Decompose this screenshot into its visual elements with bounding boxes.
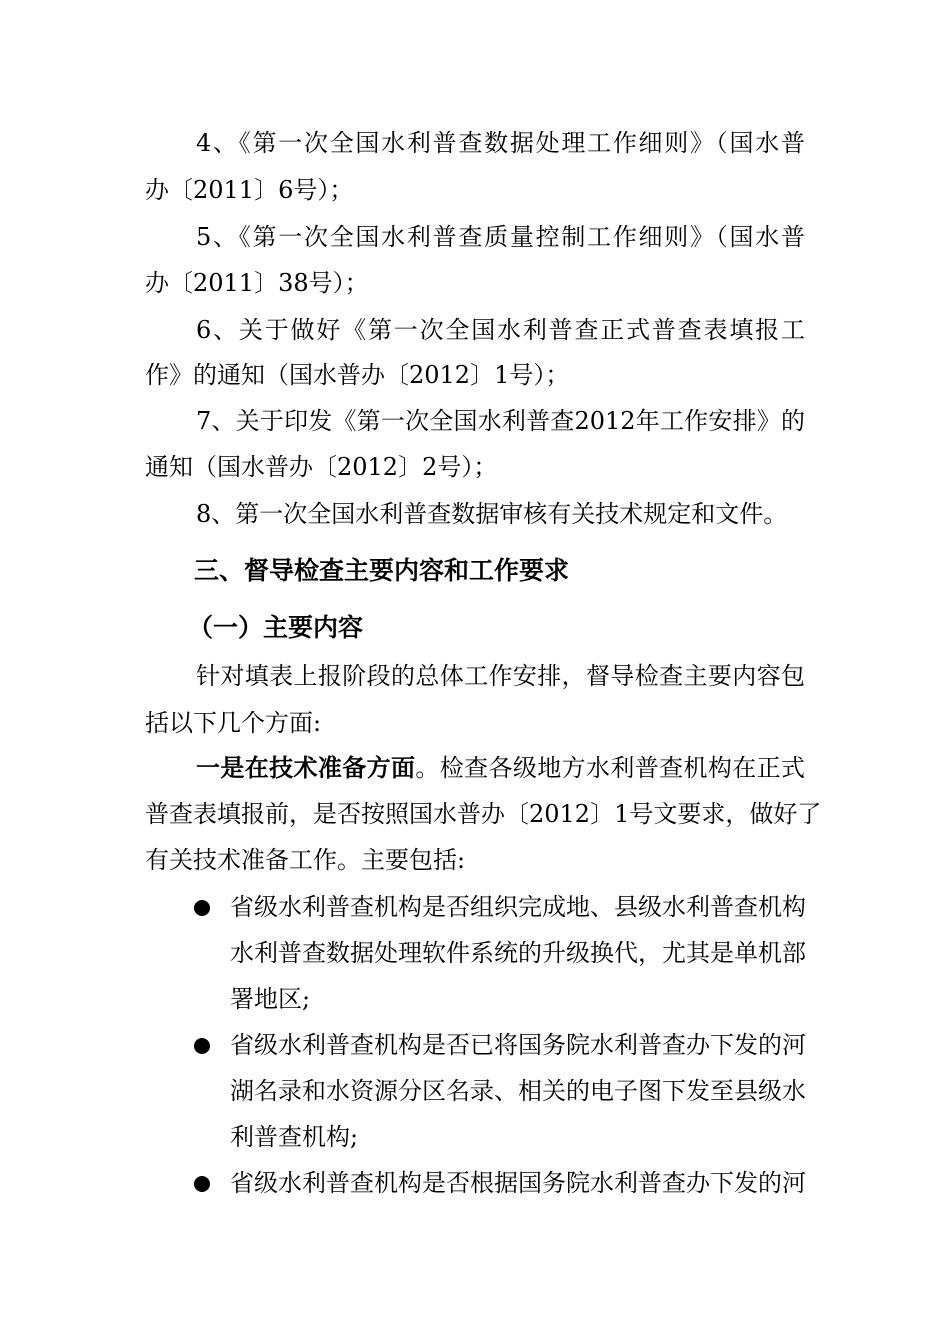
item-5-line-1: 5、《第一次全国水利普查质量控制工作细则》（国水普 bbox=[196, 223, 805, 251]
bullet-dot-icon bbox=[194, 900, 210, 916]
bullet-3-line-1: 省级水利普查机构是否根据国务院水利普查办下发的河 bbox=[230, 1169, 806, 1197]
item-6-line-2: 作》的通知（国水普办〔2012〕1号）； bbox=[145, 361, 570, 389]
item-7-line-2: 通知（国水普办〔2012〕2号）； bbox=[145, 453, 498, 481]
item-5-line-2: 办〔2011〕38号）； bbox=[145, 269, 369, 297]
bullet-1-line-3: 署地区; bbox=[230, 985, 311, 1013]
tech-prep-lead: 一是在技术准备方面 bbox=[196, 753, 416, 782]
intro-line-2: 括以下几个方面: bbox=[145, 709, 322, 737]
tech-prep-line-3: 有关技术准备工作。主要包括: bbox=[145, 846, 466, 874]
bullet-2-line-2: 湖名录和水资源分区名录、相关的电子图下发至县级水 bbox=[230, 1077, 806, 1105]
tech-prep-line-1 bbox=[196, 752, 805, 784]
bullet-1-line-1: 省级水利普查机构是否组织完成地、县级水利普查机构 bbox=[230, 893, 806, 921]
bullet-dot-icon bbox=[194, 1038, 210, 1054]
item-6-line-1: 6、关于做好《第一次全国水利普查正式普查表填报工 bbox=[196, 316, 805, 344]
bullet-1-line-2: 水利普查数据处理软件系统的升级换代，尤其是单机部 bbox=[230, 939, 806, 967]
item-8-line-1: 8、第一次全国水利普查数据审核有关技术规定和文件。 bbox=[196, 500, 788, 528]
bullet-2-line-3: 利普查机构; bbox=[230, 1123, 359, 1151]
intro-line-1: 针对填表上报阶段的总体工作安排，督导检查主要内容包 bbox=[196, 662, 805, 690]
bullet-2-line-1: 省级水利普查机构是否已将国务院水利普查办下发的河 bbox=[230, 1031, 806, 1059]
subsection-heading: （一）主要内容 bbox=[188, 613, 364, 642]
bullet-dot-icon bbox=[194, 1176, 210, 1192]
item-4-line-2: 办〔2011〕6号）； bbox=[145, 176, 354, 204]
tech-prep-line-2: 普查表填报前，是否按照国水普办〔2012〕1号文要求，做好了 bbox=[145, 800, 822, 828]
item-4-line-1: 4、《第一次全国水利普查数据处理工作细则》（国水普 bbox=[196, 129, 805, 157]
item-7-line-1: 7、关于印发《第一次全国水利普查2012年工作安排》的 bbox=[196, 407, 805, 435]
section-heading: 三、督导检查主要内容和工作要求 bbox=[194, 556, 570, 585]
tech-prep-line-1-rest: 。检查各级地方水利普查机构在正式 bbox=[415, 754, 805, 782]
